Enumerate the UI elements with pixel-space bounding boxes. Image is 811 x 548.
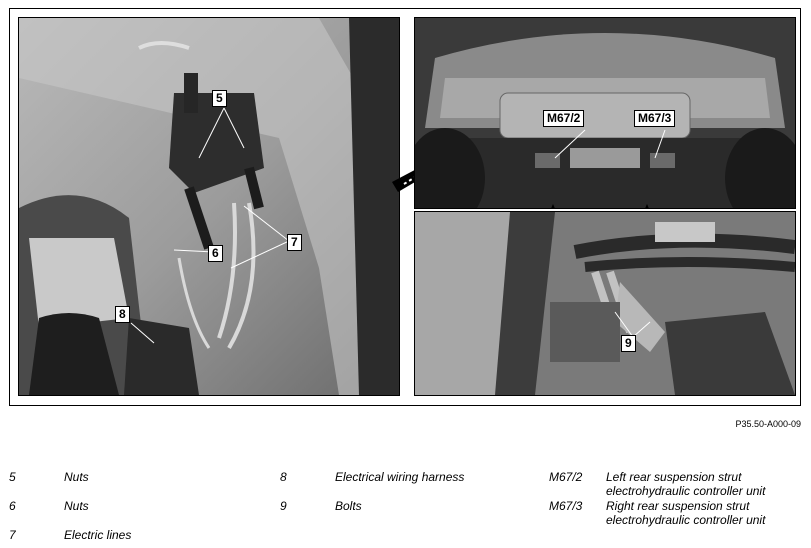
legend-text: Electrical wiring harness bbox=[335, 470, 465, 484]
legend-text: electrohydraulic controller unit bbox=[606, 484, 766, 498]
photo-code: P35.50-A000-09 bbox=[735, 419, 801, 429]
callout-7: 7 bbox=[287, 234, 302, 251]
legend-number: 9 bbox=[280, 499, 287, 513]
legend-text: Left rear suspension strut bbox=[606, 470, 742, 484]
callout-bolts: 9 bbox=[621, 335, 636, 352]
legend-number: M67/3 bbox=[549, 499, 583, 513]
callout-6: 6 bbox=[208, 245, 223, 262]
legend-text: Electric lines bbox=[64, 528, 132, 542]
legend-text: Nuts bbox=[64, 470, 89, 484]
pointer-arrows bbox=[415, 18, 795, 208]
legend-number: 6 bbox=[9, 499, 16, 513]
legend-number: 5 bbox=[9, 470, 16, 484]
callout-m67-3: M67/3 bbox=[634, 110, 675, 127]
legend-number: 8 bbox=[280, 470, 287, 484]
photo-vehicle-rear bbox=[414, 17, 796, 209]
callout-m67-2: M67/2 bbox=[543, 110, 584, 127]
callout-nuts: 5 bbox=[212, 90, 227, 107]
figure-frame bbox=[9, 8, 801, 406]
photo-wheel-arch bbox=[18, 17, 400, 396]
legend-text: Right rear suspension strut bbox=[606, 499, 750, 513]
legend-number: M67/2 bbox=[549, 470, 583, 484]
callout-wiring-harness: 8 bbox=[115, 306, 130, 323]
legend-text: Bolts bbox=[335, 499, 362, 513]
legend-text: Nuts bbox=[64, 499, 89, 513]
legend-text: electrohydraulic controller unit bbox=[606, 513, 766, 527]
legend-number: 7 bbox=[9, 528, 16, 542]
photo-controller-unit bbox=[414, 211, 796, 396]
